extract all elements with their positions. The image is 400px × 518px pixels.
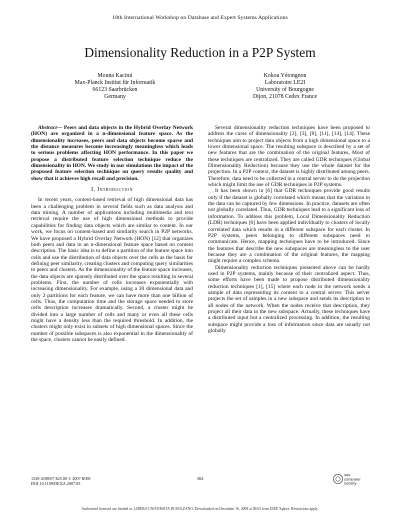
paper-title: Dimensionality Reduction in a P2P System [84, 45, 316, 60]
left-column [31, 125, 193, 343]
page-number: 304 [196, 476, 204, 481]
right-column [208, 125, 370, 343]
isbn-line: 1529-4188/07 $25.00 © 2007 IEEE [31, 476, 91, 481]
body-columns [31, 125, 370, 343]
logo-text-bottom: society [344, 480, 357, 486]
author-address-line2: Dijon, 21078 Cedex France [252, 94, 318, 101]
author-name: Mouna Kacimi [97, 73, 133, 79]
author-2 [200, 73, 370, 101]
author-block [30, 73, 370, 101]
body-paragraph: Dimensionality reduction techniques presented above can be hardly used in P2P systems, mainly because of their centralized aspect. Thus, some efforts have been made to propose distributed dimensionality reduction techniques [1], [15] where each node in the network sends a sample of data representing its content to a central server. This server projects the set of samples in a new subspace and sends its description to all nodes of the network. When the nodes receive that description, they project all their data in the new subspace. Actually, these techniques have a distributed input but a centralized processing. In addition, the resulting subspace might provide a loss of information since data are usually not globally [208, 264, 370, 334]
author-affiliation: Laboratoire LE2I [264, 80, 306, 87]
conference-header: 18th International Workshop on Database and Expert Systems Applications [112, 15, 288, 21]
section-heading-introduction: I. Introduction [91, 187, 133, 194]
author-name: Kokou Yétongnon [263, 73, 307, 79]
abstract [31, 125, 193, 182]
intro-paragraph: In recent years, content-based retrieval of high dimensional data has been a challenging problem in several fields such as data analysis and data mining. A number of applications including multimedia and text retrieval require the use of high dimensional methods to provide capabilities for finding data objects which are similar to content. In our work, we focus on content-based and similarity search in P2P networks. We have proposed a Hybrid Overlay Network (HON) [12] that organizes both peers and data in an n-dimensional feature space based on content description. The basic idea is to define a partition of the feature space into cells and use the distribution of data objects over the cells as the basis for defining peer similarity, creating clusters and computing query similarities to peers and clusters. As the dimensionality of the feature space increases, the data objects are sparsely distributed over the space resulting in several problems. First, the number of cells increases exponentially with increasing dimensionality. For example, using a 30 dimensional data and only 2 partitions for each feature, we can have more than one billion of cells. Thus, the computation time and the storage space needed to store cells description increases dramatically. Second, a cluster might be divided into a large number of cells and many or even all these cells might have a density less than the required threshold. In addition, the clusters might only exist in subsets of high dimensional spaces. Since the number of possible subspaces is also exponential in the dimensionality of the space, clusters cannot be easily defined. [31, 197, 193, 343]
doi-line: DOI 10.1109/DEXA.2007.83 [31, 481, 81, 487]
authorized-use-note: Authorized licensed use limited to: LIBERA UNIVERSITA DI BOLZANO. Downloaded on December 16, 2008 at 09:03 from IEEE Xplore. Restrictions apply. [81, 507, 319, 511]
logo-text-top: IEEE [344, 473, 351, 478]
abstract-text: — Peers and data objects in the Hybrid Overlay Network (HON) are organized in a n-dimensional feature space. As the dimensionality increases, peers and data objects become sparse and the distance measures become increasingly meaningless which leads to serious problems affecting HON performance. In this paper we propose a distributed feature selection technique reduce the dimensionality in HON. We study in our simulations the impact of the proposed feature selection technique on query results quality and show that it achieves high recall and precision. [31, 125, 193, 182]
ieee-computer-society-logo [333, 472, 369, 486]
author-address-line1: 66123 Saarbrücken [92, 87, 138, 94]
body-paragraph: It has been shown in [6] that GDR techniques provide good results only if the dataset is globally correlated which means that the variation in the data can be captured by few dimensions. In practice, datasets are often not globally correlated. Thus, GDR techniques lead to a significant loss of information. To address this problem, Local Dimensionality Reduction (LDR) techniques [6] have been applied individually to clusters of locally correlated data which results in a different subspace for each cluster. In P2P systems, peers belonging to different subspaces need to communicate. Hence, mapping techniques have to be introduced. Since the features that describe the new subspaces are meaningless to the user because they are a combination of the original features, the mapping might require a complex schema. [208, 188, 370, 265]
abstract-label: Abstract [38, 125, 57, 131]
author-address-line2: Germany [104, 94, 126, 101]
logo-text-middle: computer [344, 476, 361, 482]
author-1 [30, 73, 200, 101]
body-paragraph: Several dimensionality reduction techniques have been proposed to address the curse of dimensionality [2], [3], [8], [11], [14], [14]. These techniques aim to project data objects from a high dimensional space to a lower dimensional space. The resulting subspace is described by a set of new features that are the combination of the original features, Most of these techniques are centralized. They are called GDR techniques (Global Dimensionality Reduction) because they use the whole dataset for the projection. In a P2P context, the dataset is highly distributed among peers. Therefore, data need to be collected in a central server to do the projection which might limit the use of GDR techniques in P2P systems. [208, 125, 370, 189]
author-affiliation: Max-Planck Institut für Informatik [74, 80, 156, 87]
author-address-line1: University of Bourgogne [256, 87, 314, 94]
